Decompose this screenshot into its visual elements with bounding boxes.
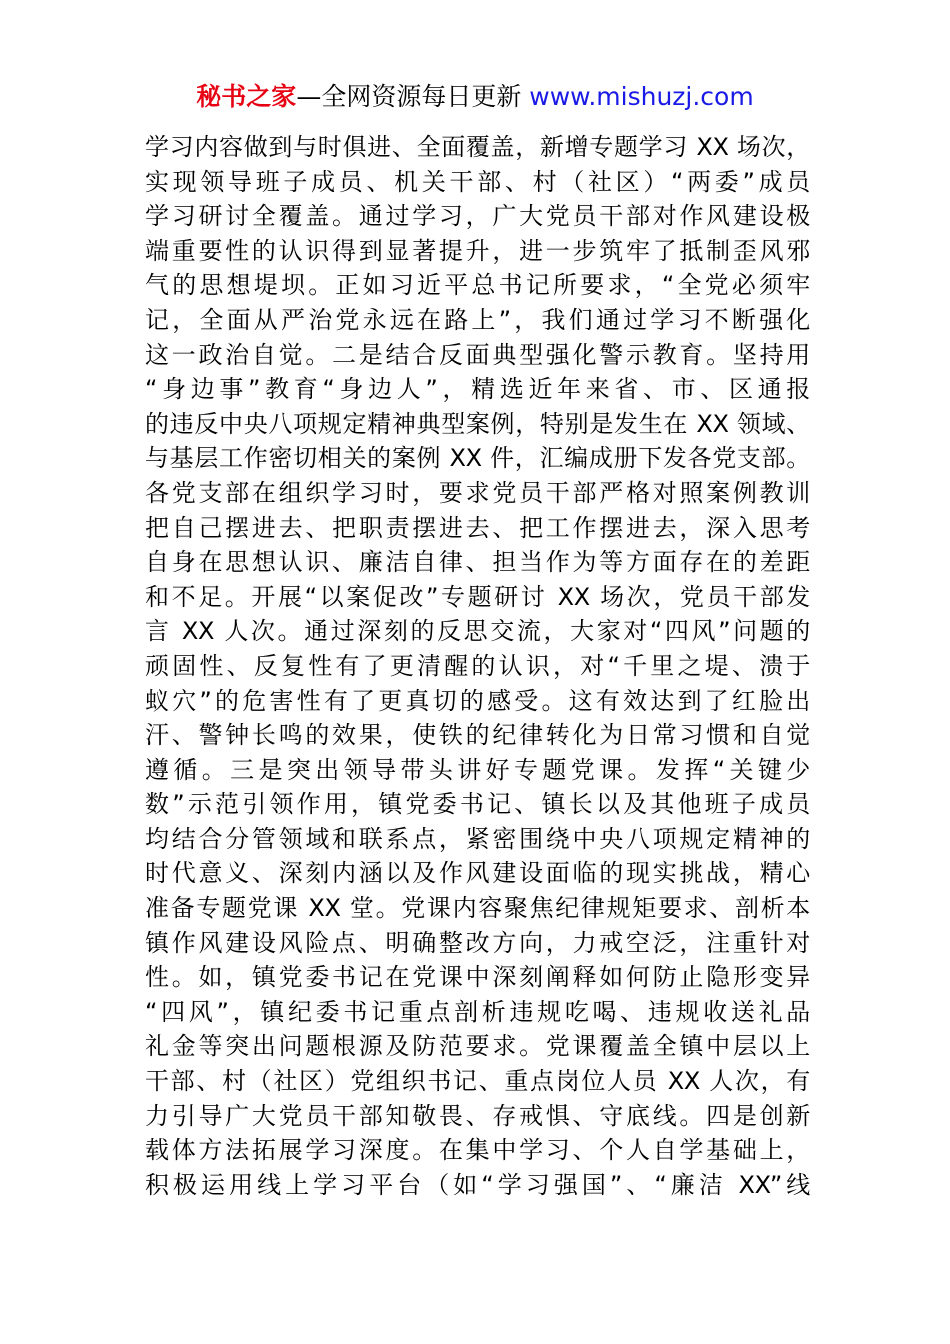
text-line: 积极运用线上学习平台（如“学习强国”、“廉洁 XX”线 — [145, 1170, 810, 1199]
site-url-link[interactable]: www.mishuzj.com — [529, 82, 754, 111]
text-line: 干部、村（社区）党组织书记、重点岗位人员 XX 人次，有 — [145, 1067, 810, 1096]
text-line: 顽固性、反复性有了更清醒的认识，对“千里之堤、溃于 — [145, 651, 810, 680]
text-line: 这一政治自觉。二是结合反面典型强化警示教育。坚持用 — [145, 340, 810, 369]
text-line: 时代意义、深刻内涵以及作风建设面临的现实挑战，精心 — [145, 859, 810, 888]
text-line: 学习研讨全覆盖。通过学习，广大党员干部对作风建设极 — [145, 202, 810, 231]
text-line: 蚁穴”的危害性有了更真切的感受。这有效达到了红脸出 — [145, 686, 810, 715]
text-line: “身边事”教育“身边人”，精选近年来省、市、区通报 — [145, 375, 810, 404]
text-line: 数”示范引领作用，镇党委书记、镇长以及其他班子成员 — [145, 790, 810, 819]
text-line: 记，全面从严治党永远在路上”，我们通过学习不断强化 — [145, 305, 810, 334]
text-line: 学习内容做到与时俱进、全面覆盖，新增专题学习 XX 场次， — [145, 133, 810, 161]
text-line: 汗、警钟长鸣的效果，使铁的纪律转化为日常习惯和自觉 — [145, 721, 810, 750]
text-line: 载体方法拓展学习深度。在集中学习、个人自学基础上， — [145, 1136, 810, 1165]
text-line: 准备专题党课 XX 堂。党课内容聚焦纪律规矩要求、剖析本 — [145, 894, 810, 923]
brand-name: 秘书之家 — [196, 82, 297, 111]
text-line: 端重要性的认识得到显著提升，进一步筑牢了抵制歪风邪 — [145, 236, 810, 265]
text-line: 性。如，镇党委书记在党课中深刻阐释如何防止隐形变异 — [145, 963, 810, 992]
text-line: 力引导广大党员干部知敬畏、存戒惧、守底线。四是创新 — [145, 1101, 810, 1130]
text-line: 言 XX 人次。通过深刻的反思交流，大家对“四风”问题的 — [145, 617, 810, 646]
text-line: “四风”，镇纪委书记重点剖析违规吃喝、违规收送礼品 — [145, 997, 810, 1026]
text-line: 各党支部在组织学习时，要求党员干部严格对照案例教训 — [145, 478, 810, 507]
header-tagline: —全网资源每日更新 — [296, 82, 522, 111]
text-line: 把自己摆进去、把职责摆进去、把工作摆进去，深入思考 — [145, 513, 810, 542]
text-line: 遵循。三是突出领导带头讲好专题党课。发挥“关键少 — [145, 755, 810, 784]
text-line: 镇作风建设风险点、明确整改方向，力戒空泛，注重针对 — [145, 928, 810, 957]
text-line: 均结合分管领域和联系点，紧密围绕中央八项规定精神的 — [145, 824, 810, 853]
text-line: 自身在思想认识、廉洁自律、担当作为等方面存在的差距 — [145, 548, 810, 577]
document-body — [145, 130, 810, 1202]
text-line: 气的思想堤坝。正如习近平总书记所要求，“全党必须牢 — [145, 271, 810, 300]
text-line: 礼金等突出问题根源及防范要求。党课覆盖全镇中层以上 — [145, 1032, 810, 1061]
text-line: 与基层工作密切相关的案例 XX 件，汇编成册下发各党支部。 — [145, 444, 810, 473]
text-line: 的违反中央八项规定精神典型案例，特别是发生在 XX 领域、 — [145, 409, 810, 438]
text-line: 和不足。开展“以案促改”专题研讨 XX 场次，党员干部发 — [145, 582, 810, 611]
text-line: 实现领导班子成员、机关干部、村（社区）“两委”成员 — [145, 167, 810, 196]
page-header — [0, 80, 950, 114]
